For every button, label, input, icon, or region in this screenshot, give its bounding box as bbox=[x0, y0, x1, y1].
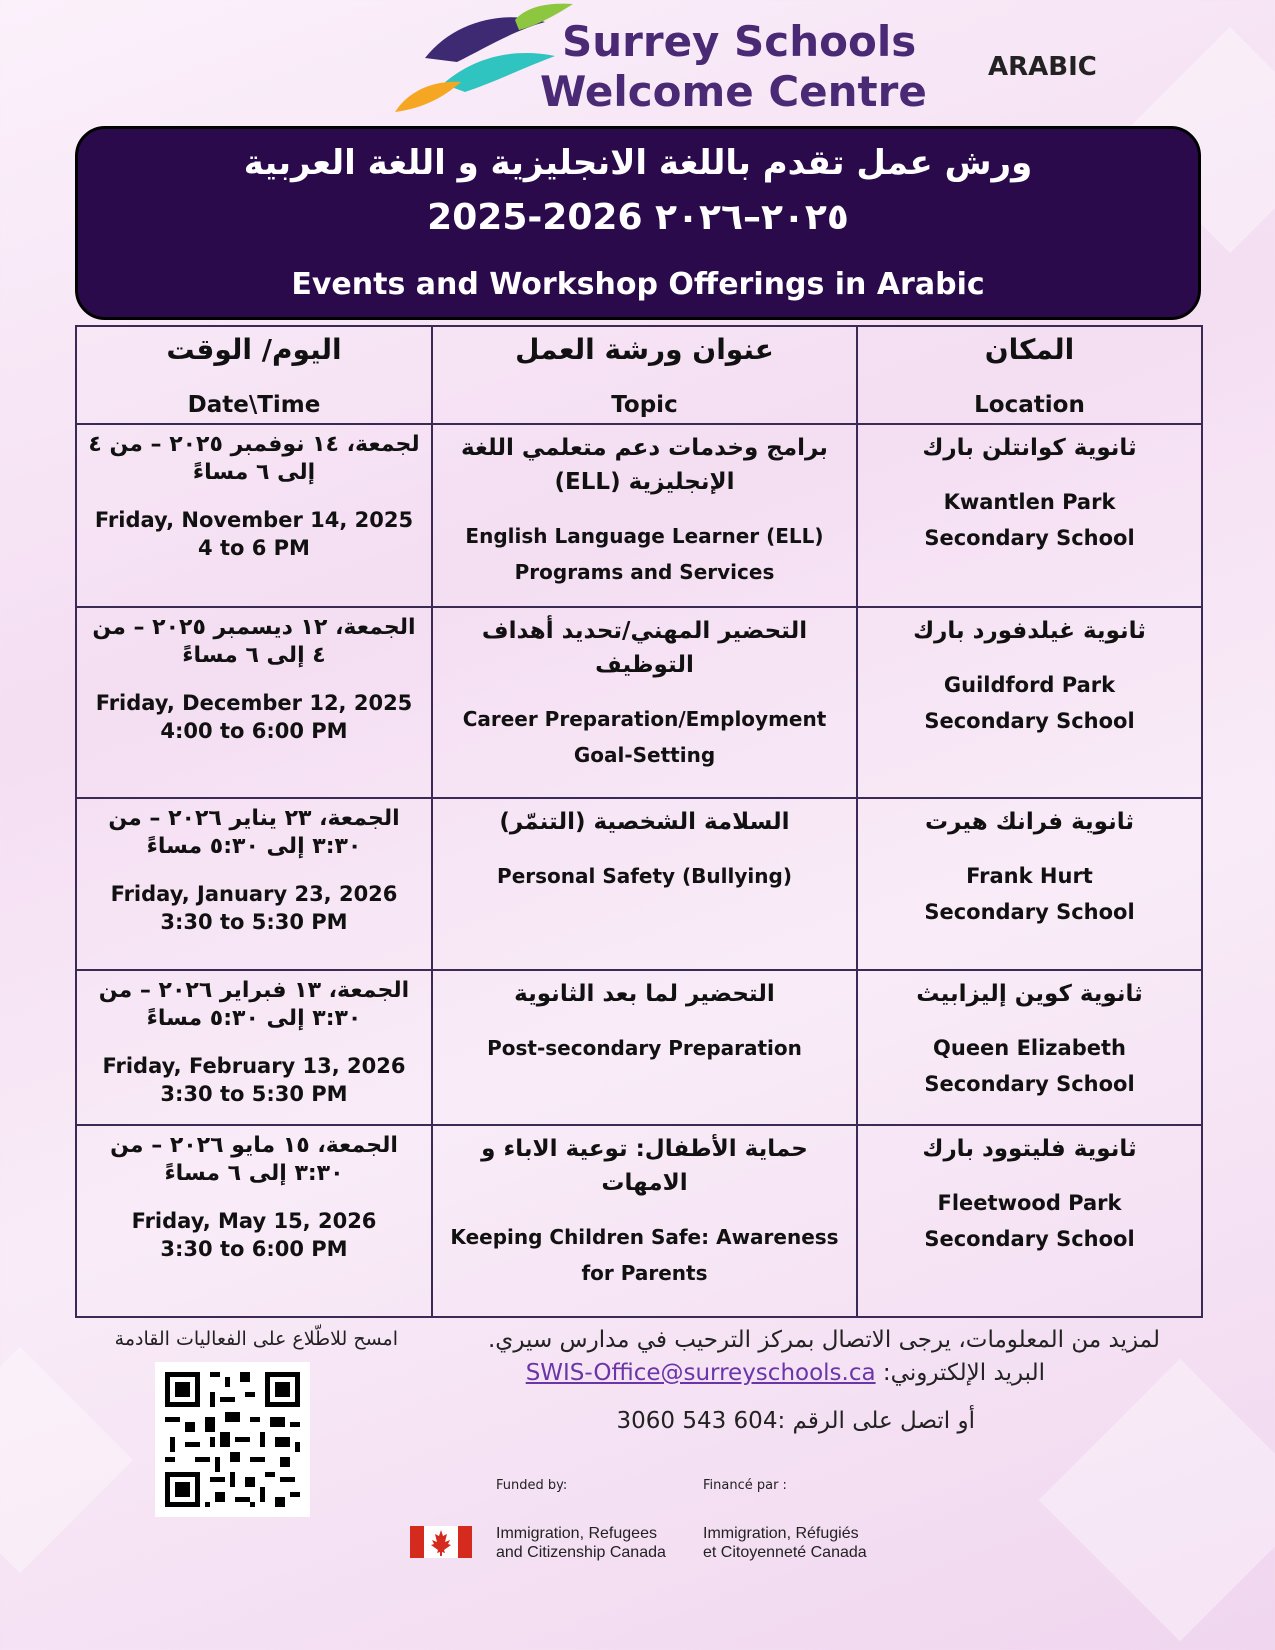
funded-by-label: Funded by: bbox=[496, 1478, 568, 1493]
cell-topic: التحضير لما بعد الثانوية Post-secondary Preparation bbox=[432, 970, 857, 1125]
cell-location: ثانوية فرانك هيرت Frank Hurt Secondary School bbox=[857, 798, 1202, 970]
header-datetime: اليوم/ الوقت Date\Time bbox=[76, 326, 432, 424]
header-topic: عنوان ورشة العمل Topic bbox=[432, 326, 857, 424]
ircc-name-fr-line2: et Citoyenneté Canada bbox=[703, 1544, 867, 1561]
cell-datetime: الجمعة، ١٢ ديسمبر ٢٠٢٥ – من ٤ إلى ٦ مساءً Friday, December 12, 2025 4:00 to 6:00 PM bbox=[76, 607, 432, 798]
ircc-name-fr-line1: Immigration, Réfugiés bbox=[703, 1525, 859, 1542]
cell-location: ثانوية فليتوود بارك Fleetwood Park Secondary School bbox=[857, 1125, 1202, 1317]
workshop-schedule-table bbox=[75, 325, 1203, 1318]
cell-datetime: الجمعة، ٢٣ يناير ٢٠٢٦ – من ٣:٣٠ إلى ٥:٣٠ مساءً Friday, January 23, 2026 3:30 to 5:30 PM bbox=[76, 798, 432, 970]
cell-location: ثانوية غيلدفورد بارك Guildford Park Secondary School bbox=[857, 607, 1202, 798]
org-name-line2: Welcome Centre bbox=[540, 67, 927, 116]
email-line bbox=[440, 1360, 1045, 1386]
cell-topic: حماية الأطفال: توعية الاباء و الامهات Keeping Children Safe: Awareness for Parents bbox=[432, 1125, 857, 1317]
finance-par-label: Financé par : bbox=[703, 1478, 787, 1493]
cell-location: ثانوية كوانتلن بارك Kwantlen Park Secondary School bbox=[857, 424, 1202, 607]
qr-caption: امسح للاطّلاع على الفعاليات القادمة bbox=[114, 1328, 398, 1350]
ircc-name-en-line2: and Citizenship Canada bbox=[496, 1544, 666, 1561]
canada-flag-icon bbox=[410, 1526, 472, 1558]
title-banner bbox=[75, 126, 1201, 320]
phone-text: أو اتصل على الرقم :604 543 3060 bbox=[616, 1408, 975, 1434]
table-row bbox=[76, 798, 1202, 970]
cell-topic: برامج وخدمات دعم متعلمي اللغة الإنجليزية (ELL) English Language Learner (ELL) Programs and Services bbox=[432, 424, 857, 607]
language-tag: ARABIC bbox=[988, 52, 1097, 82]
cell-location: ثانوية كوين إليزابيث Queen Elizabeth Secondary School bbox=[857, 970, 1202, 1125]
cell-topic: التحضير المهني/تحديد أهداف التوظيف Career Preparation/Employment Goal-Setting bbox=[432, 607, 857, 798]
org-name-line1: Surrey Schools bbox=[562, 17, 917, 66]
cell-datetime: لجمعة، ١٤ نوفمبر ٢٠٢٥ – من ٤ إلى ٦ مساءً Friday, November 14, 2025 4 to 6 PM bbox=[76, 424, 432, 607]
email-label: البريد الإلكتروني: bbox=[882, 1360, 1045, 1386]
table-row bbox=[76, 424, 1202, 607]
cell-datetime: الجمعة، ١٣ فبراير ٢٠٢٦ – من ٣:٣٠ إلى ٥:٣٠ مساءً Friday, February 13, 2026 3:30 to 5:30 PM bbox=[76, 970, 432, 1125]
background-shape bbox=[0, 1347, 133, 1573]
header-location: المكان Location bbox=[857, 326, 1202, 424]
table-header-row bbox=[76, 326, 1202, 424]
cell-topic: السلامة الشخصية (التنمّر) Personal Safety (Bullying) bbox=[432, 798, 857, 970]
table-row bbox=[76, 1125, 1202, 1317]
table-row bbox=[76, 970, 1202, 1125]
cell-datetime: الجمعة، ١٥ مايو ٢٠٢٦ – من ٣:٣٠ إلى ٦ مساءً Friday, May 15, 2026 3:30 to 6:00 PM bbox=[76, 1125, 432, 1317]
ircc-name-en-line1: Immigration, Refugees bbox=[496, 1525, 657, 1542]
contact-info-text: لمزيد من المعلومات، يرجى الاتصال بمركز الترحيب في مدارس سيري. bbox=[488, 1327, 1160, 1353]
background-shape bbox=[1039, 1359, 1275, 1642]
banner-title-arabic: ورش عمل تقدم باللغة الانجليزية و اللغة العربية bbox=[243, 143, 1033, 183]
qr-code-icon[interactable] bbox=[155, 1362, 310, 1517]
table-row bbox=[76, 607, 1202, 798]
banner-title-english: Events and Workshop Offerings in Arabic bbox=[291, 267, 985, 302]
email-link[interactable]: SWIS-Office@surreyschools.ca bbox=[525, 1360, 876, 1386]
banner-years: 2025-2026 ٢٠٢٥–٢٠٢٦ bbox=[427, 197, 849, 238]
